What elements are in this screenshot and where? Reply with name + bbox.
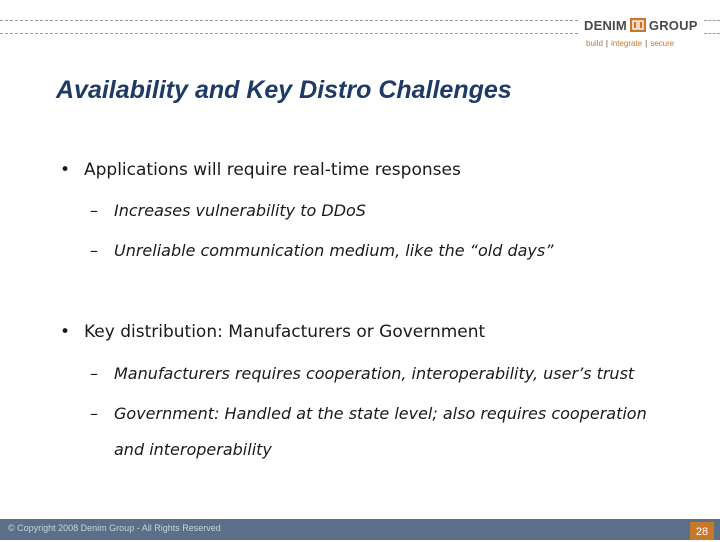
sub-bullet-text: Government: Handled at the state level; also requires cooperation: [114, 404, 647, 423]
bullet-text: Applications will require real-time responses: [84, 160, 461, 180]
dash-icon: –: [90, 201, 98, 220]
logo-mark-icon: [630, 18, 646, 32]
header-dashed-line: [0, 20, 578, 21]
header-dashed-line: [0, 33, 578, 34]
header-dashed-line: [704, 20, 720, 21]
bullet-icon: •: [60, 322, 71, 342]
dash-icon: –: [90, 241, 98, 260]
tagline-separator: |: [605, 39, 608, 48]
footer-bar: [0, 519, 720, 540]
sub-bullet-item: [90, 201, 366, 220]
footer-copyright: © Copyright 2008 Denim Group - All Rights Reserved: [8, 523, 221, 533]
sub-bullet-text: Manufacturers requires cooperation, interoperability, user’s trust: [114, 364, 635, 383]
sub-bullet-item: [90, 404, 647, 423]
tagline-build: build: [586, 39, 603, 48]
tagline-secure: secure: [650, 39, 675, 48]
sub-bullet-continuation: and interoperability: [114, 440, 272, 459]
bullet-text: Key distribution: Manufacturers or Government: [84, 322, 486, 342]
logo-word-denim: DENIM: [584, 17, 627, 33]
denim-group-logo: [584, 14, 704, 56]
tagline-integrate: integrate: [610, 39, 643, 48]
sub-bullet-text: Unreliable communication medium, like the “old days”: [114, 241, 554, 260]
header-dashed-line: [704, 33, 720, 34]
logo-word-group: GROUP: [648, 17, 698, 33]
logo-tagline: [584, 39, 704, 48]
sub-bullet-text: Increases vulnerability to DDoS: [114, 201, 366, 220]
dash-icon: –: [90, 404, 98, 423]
dash-icon: –: [90, 364, 98, 383]
page-number: 28: [690, 522, 714, 540]
slide-title: Availability and Key Distro Challenges: [56, 76, 512, 104]
tagline-separator: |: [645, 39, 648, 48]
sub-bullet-item: [90, 364, 634, 383]
bullet-item: [60, 322, 485, 342]
sub-bullet-item: [90, 241, 554, 260]
bullet-icon: •: [60, 160, 71, 180]
bullet-item: [60, 160, 461, 180]
